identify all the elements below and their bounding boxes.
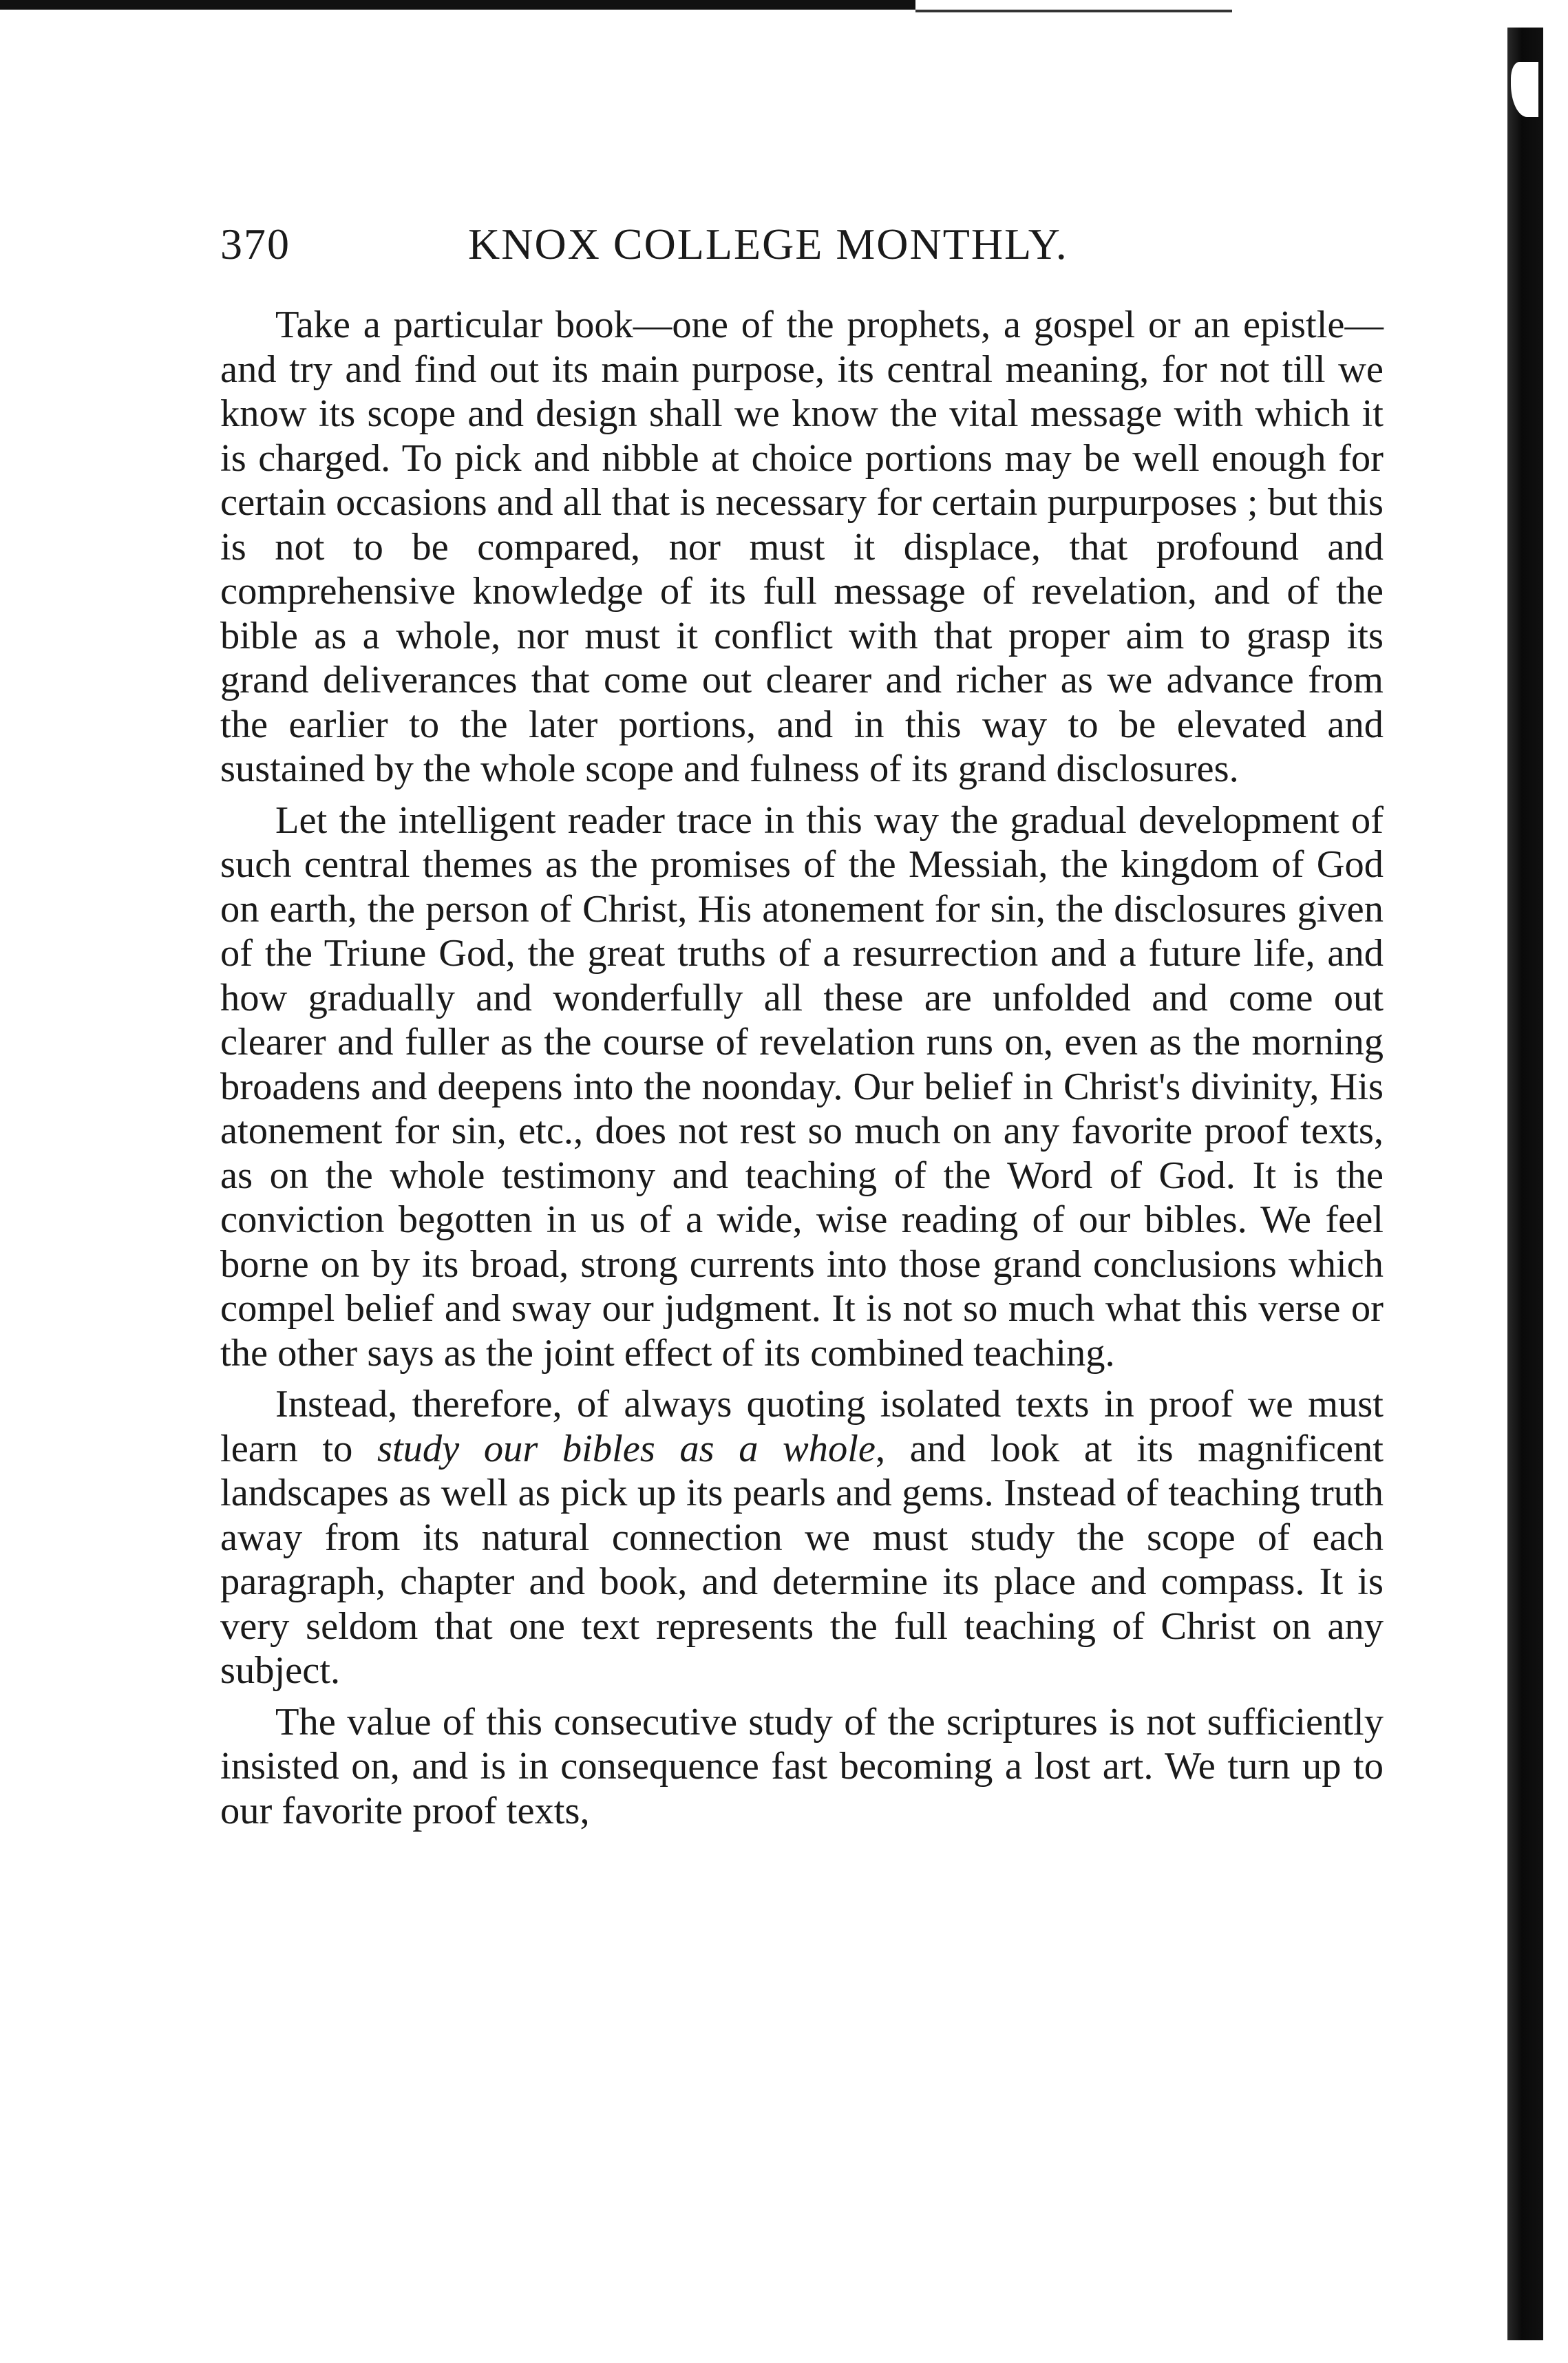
paragraph-1: Take a particular book—one of the prophets, a gospel or an epistle—and try and find out its main purpose, its central meaning, for not till we know its scope and design shall we know the vital message with which it is charged. To pick and nibble at choice portions may be well enough for certain occasions and all that is necessary for certain purpurposes ; but this is not to be compared, nor must it displace, that profound and comprehensive knowledge of its full message of revelation, and of the bible as a whole, nor must it conflict with that proper aim to grasp its grand deliverances that come out clearer and richer as we advance from the earlier to the later portions, and in this way to be elevated and sustained by the whole scope and fulness of its grand disclosures. (220, 304, 1384, 790)
paragraph-3-italic: study our bibles as a whole (377, 1427, 876, 1470)
paragraph-3 (220, 1382, 1384, 1693)
page-number: 370 (220, 220, 290, 268)
running-header (220, 206, 1384, 275)
running-title: KNOX COLLEGE MONTHLY. (468, 220, 1068, 268)
page-content (220, 206, 1384, 1840)
paragraph-4: The value of this consecutive study of the scriptures is not sufficiently insisted on, and is in consequence fast becoming a lost art. We turn up to our favorite proof texts, (220, 1700, 1384, 1832)
top-rule (0, 0, 915, 10)
paragraph-3-after: , and look at its magnificent landscapes as well as pick up its pearls and gems. Instead of teaching truth away from its natural connection we must study the scope of each paragraph, chapter and book, and determine its place and compass. It is very seldom that one text represents the full teaching of Christ on any subject. (220, 1427, 1384, 1692)
book-spine-edge (1507, 28, 1543, 2340)
paragraph-3-before: Instead, therefore, of always quoting isolated texts in proof we must learn to (220, 1383, 1384, 1470)
top-rule-thin (915, 10, 1232, 12)
paragraph-2: Let the intelligent reader trace in this way the gradual development of such central themes as the promises of the Messiah, the kingdom of God on earth, the person of Christ, His atonement for sin, the disclosures given of the Triune God, the great truths of a resurrection and a future life, and how gradually and wonderfully all these are unfolded and come out clearer and fuller as the course of revelation runs on, even as the morning broadens and deepens into the noonday. Our belief in Christ's divinity, His atonement for sin, etc., does not rest so much on any favorite proof texts, as on the whole testimony and teaching of the Word of God. It is the conviction begotten in us of a wide, wise reading of our bibles. We feel borne on by its broad, strong currents into those grand conclusions which compel belief and sway our judgment. It is not so much what this verse or the other says as the joint effect of its combined teaching. (220, 798, 1384, 1375)
